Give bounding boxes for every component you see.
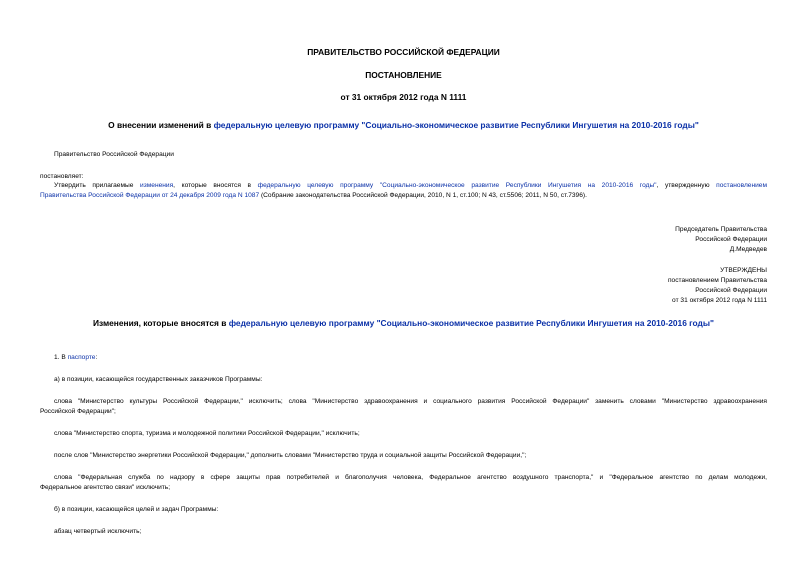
changes-link[interactable]: изменения [140,182,174,189]
program-link-inline[interactable]: федеральную целевую программу "Социально-экономическое развитие Республики Ингушетия на 2010-2016 годы" [257,182,657,189]
decrees-line: постановляет: [40,173,84,180]
program-link[interactable]: федеральную целевую программу "Социально-экономическое развитие Республики Ингушетия на 2010-2016 годы" [213,120,699,130]
approve-text: , утвержденную [656,182,717,189]
signature-position: Председатель Правительства [675,226,767,233]
signature-name: Д.Медведев [729,246,767,253]
approved-date: от 31 октября 2012 года N 1111 [672,297,767,304]
change-text: 1. В [54,354,68,361]
approved-label: УТВЕРЖДЕНЫ [720,267,767,274]
changes-title [0,318,807,328]
changes-title-prefix: Изменения, которые вносятся в [92,318,229,328]
change-item-b1: абзац четвертый исключить; [54,528,142,535]
change-item-a1-line2: Российской Федерации"; [40,408,116,415]
passport-link[interactable]: паспорте [67,354,96,361]
approve-text: , которые вносятся в [173,182,258,189]
change-item-a1-line1: слова "Министерство культуры Российской Федерации," исключить; слова "Министерство здравоохранения и социального развития Российской Федерации" заменить словами "Министерство здравоохранения [54,398,767,405]
government-line: Правительство Российской Федерации [54,151,174,158]
change-item-a4-line2: Федеральное агентство связи" исключить; [40,484,171,491]
change-item-1 [54,353,97,363]
approved-by: постановлением Правительства [667,277,767,284]
change-text: : [95,354,98,361]
approve-paragraph-line1 [54,181,767,191]
change-item-a2: слова "Министерство спорта, туризма и молодежной политики Российской Федерации," исключить; [54,430,360,437]
changes-program-link[interactable]: федеральную целевую программу "Социально-экономическое развитие Республики Ингушетия на 2010-2016 годы" [228,318,714,328]
change-item-a3: после слов "Министерство энергетики Российской Федерации," дополнить словами "Министерство труда и социальной защиты Российской Федерации,"; [54,452,527,459]
resolution-date-link[interactable]: Правительства Российской Федерации от 24 декабря 2009 года N 1087 [40,192,260,199]
resolution-link[interactable]: постановлением [716,182,767,189]
approve-text: (Собрание законодательства Российской Федерации, 2010, N 1, ст.100; N 43, ст.5506; 2011, N 50, ст.7396). [259,192,587,199]
approve-paragraph-line2 [40,191,587,201]
document-title-prefix: О внесении изменений в [108,120,214,130]
document-title [0,120,807,130]
government-heading: ПРАВИТЕЛЬСТВО РОССИЙСКОЙ ФЕДЕРАЦИИ [307,47,500,57]
document-type-heading: ПОСТАНОВЛЕНИЕ [365,70,442,80]
change-item-b: б) в позиции, касающейся целей и задач Программы: [54,506,219,513]
approve-text: Утвердить прилагаемые [54,182,141,189]
signature-country: Российской Федерации [695,236,767,243]
change-item-a4-line1: слова "Федеральная служба по надзору в сфере защиты прав потребителей и благополучия человека, Федеральное агентство воздушного транспорта," и "Федеральное агентство по делам молодежи, [54,474,767,481]
approved-country: Российской Федерации [695,287,767,294]
change-item-a: а) в позиции, касающейся государственных заказчиков Программы: [54,376,263,383]
document-date-number: от 31 октября 2012 года N 1111 [340,92,467,102]
